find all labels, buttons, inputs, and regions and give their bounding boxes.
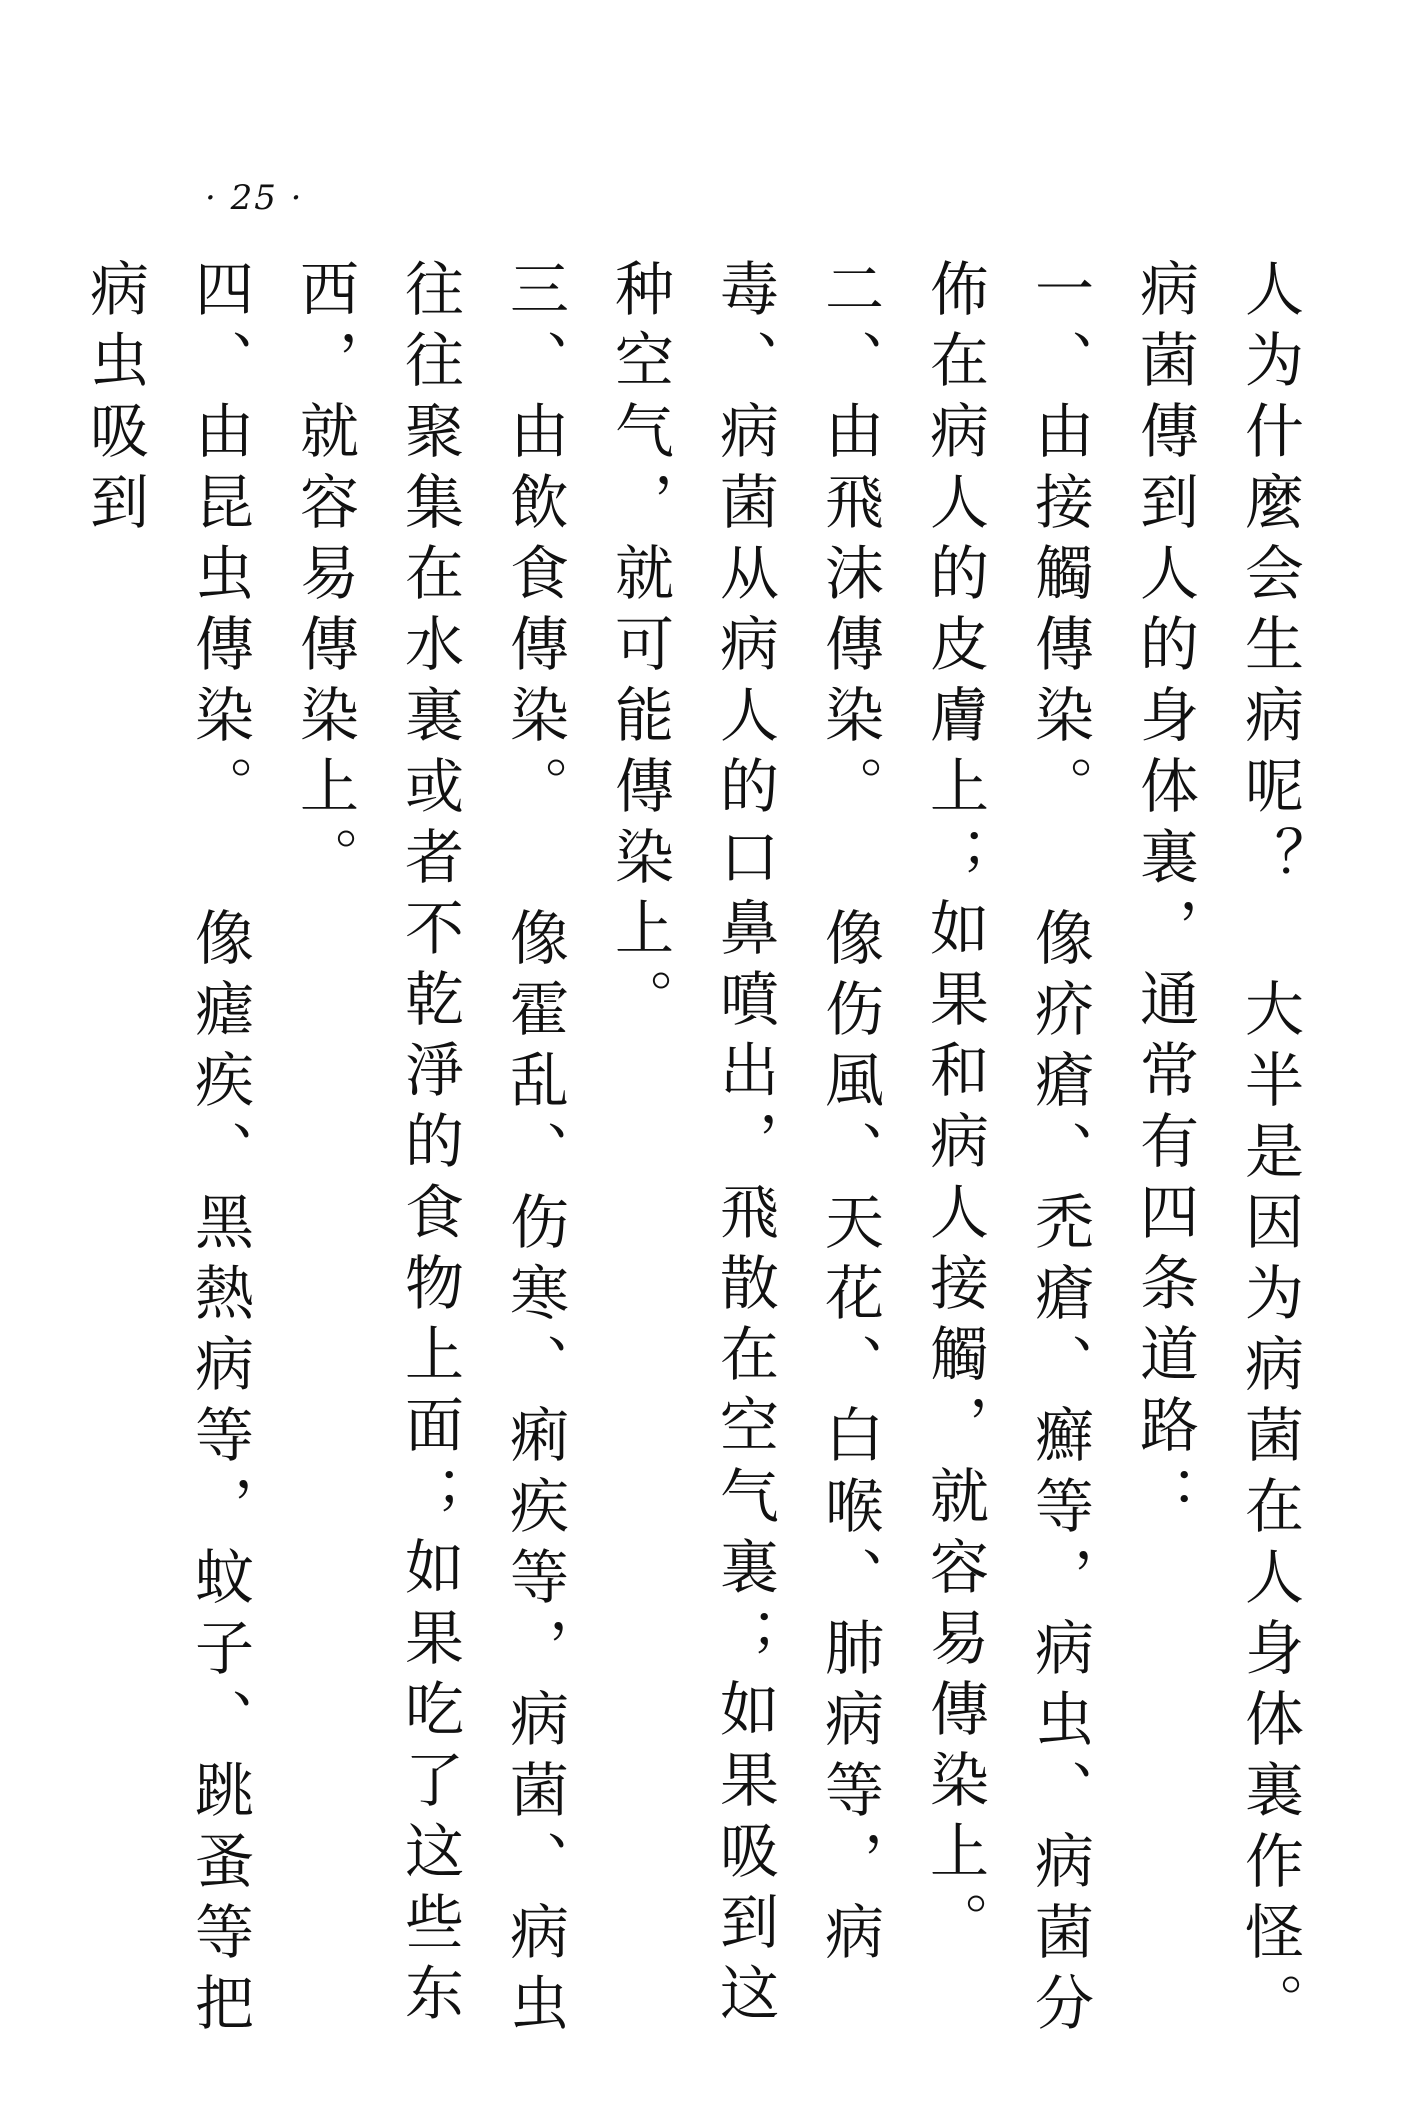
paragraph-intro: 人为什麼会生病呢？ 大半是因为病菌在人身体裏作怪。 病菌傳到人的身体裏，通常有四条道路： [1130, 258, 1304, 2043]
vertical-text-body [62, 258, 1322, 2088]
paragraph-food-infection: 三、由飲食傳染。 像霍乱、伤寒、痢疾等，病菌、病虫往往聚集在水裏或者不乾淨的食物上面；如果吃了这些东西，就容易傳染上。 [290, 258, 569, 2043]
paragraph-droplet-infection: 二、由飛沫傳染。 像伤風、天花、白喉、肺病等，病毒、病菌从病人的口鼻噴出，飛散在空气裏；如果吸到这种空气，就可能傳染上。 [605, 258, 884, 2033]
page-number: · 25 · [205, 178, 304, 218]
paragraph-contact-infection: 一、由接觸傳染。 像疥瘡、禿瘡、癬等，病虫、病菌分佈在病人的皮膚上；如果和病人接觸，就容易傳染上。 [920, 258, 1094, 2043]
paragraph-insect-infection: 四、由昆虫傳染。 像瘧疾、黑熱病等，蚊子、跳蚤等把病虫吸到 [80, 258, 254, 2043]
